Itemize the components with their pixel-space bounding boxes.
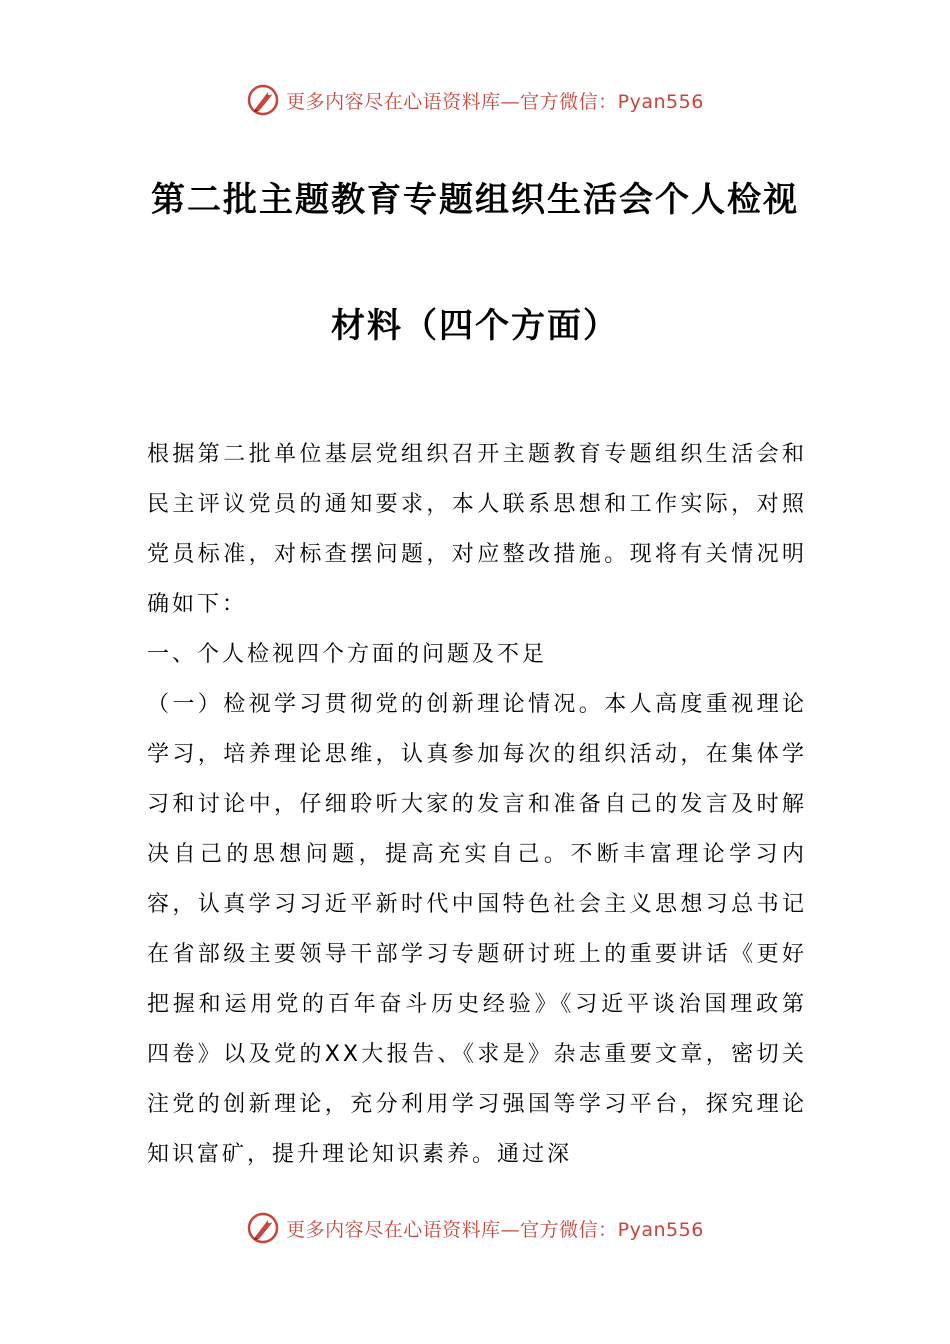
- paragraph-intro: 根据第二批单位基层党组织召开主题教育专题组织生活会和民主评议党员的通知要求，本人联系思想和工作实际，对照党员标准，对标查摆问题，对应整改措施。现将有关情况明确如下：: [147, 442, 807, 617]
- watermark-wechat-id: Pyan556: [617, 1218, 704, 1241]
- paragraph-section-1: （一）检视学习贯彻党的创新理论情况。本人高度重视理论学习，培养理论思维，认真参加每次的组织活动，在集体学习和讨论中，仔细聆听大家的发言和准备自己的发言及时解决自己的思想问题，提高充实自己。不断丰富理论学习内容，认真学习习近平新时代中国特色社会主义思想习总书记在省部级主要领导干部学习专题研讨班上的重要讲话《更好把握和运用党的百年奋斗历史经验》《习近平谈治国理政第四卷》以及党的XX大报告、《求是》杂志重要文章，密切关注党的创新理论，充分利用学习强国等学习平台，探究理论知识富矿，提升理论知识素养。通过深: [147, 692, 807, 1167]
- section-heading: 一、个人检视四个方面的问题及不足: [147, 642, 548, 667]
- document-title-line-1: 第二批主题教育专题组织生活会个人检视: [151, 180, 799, 220]
- watermark-footer: [0, 1208, 950, 1248]
- pen-nib-logo-icon: [246, 1211, 280, 1245]
- watermark-header: [0, 80, 950, 120]
- watermark-text: 更多内容尽在心语资料库—官方微信：Pyan556: [286, 1218, 704, 1241]
- document-title-line-2: 材料（四个方面）: [331, 306, 619, 346]
- watermark-text: 更多内容尽在心语资料库—官方微信：Pyan556: [286, 90, 704, 113]
- pen-nib-logo-icon: [246, 83, 280, 117]
- document-body: [147, 430, 807, 1180]
- watermark-wechat-id: Pyan556: [617, 90, 704, 113]
